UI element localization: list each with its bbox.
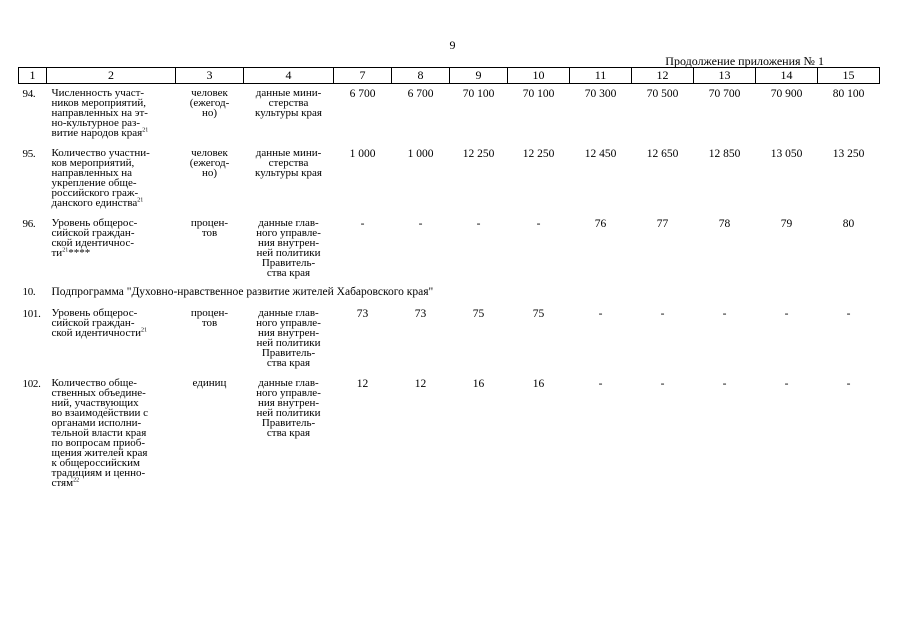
header-cell-1: 1 [19,68,47,84]
value-cell: 73 [356,308,369,320]
value-cell: 70 100 [462,88,495,100]
header-cell-2: 2 [47,68,176,84]
data-source: данные мини- стерства культуры края [255,87,322,119]
footnote-mark: 21 [62,247,69,254]
header-cell-8: 8 [392,68,450,84]
value-cell: 6 700 [407,88,434,100]
value-cell: 73 [414,308,427,320]
value-cell: 12 850 [708,148,741,160]
value-cell: 6 700 [349,88,376,100]
indicator-name [47,374,176,494]
footnote-mark: 21 [137,197,144,204]
value-cell: - [846,308,851,320]
table-row [19,374,880,494]
value-cell: - [722,308,727,320]
value-cell: 1 000 [407,148,434,160]
header-cell-7: 7 [334,68,392,84]
value-cell: 79 [780,218,793,230]
value-cell: - [660,378,665,390]
unit-of-measure: человек (ежегод- но) [189,147,230,179]
value-cell: - [598,308,603,320]
data-source: данные мини- стерства культуры края [255,147,322,179]
continuation-label: Продолжение приложения № 1 [665,54,824,68]
indicator-text: Численность участ- ников мероприятий, направленных на эт- но-культурное раз- витие народов края [51,87,148,139]
header-cell-9: 9 [450,68,508,84]
value-cell: 12 250 [462,148,495,160]
header-cell-14: 14 [756,68,818,84]
subprogram-title: Подпрограмма "Духовно-нравственное развитие жителей Хабаровского края" [51,286,434,298]
value-cell: 78 [718,218,731,230]
footnote-mark: 22 [73,477,80,484]
unit-of-measure: процен- тов [190,217,229,239]
indicator-text: Количество обще- ственных объедине- ний, участвующих во взаимодействии с органами исполни- тельной власти края по вопросам приоб- щения жителей края к общероссийским традициям и ценно- стям [51,377,148,489]
table-row [19,84,880,145]
footnote-suffix: **** [68,247,91,259]
value-cell: - [660,308,665,320]
indicators-table [18,67,880,494]
value-cell: 1 000 [349,148,376,160]
header-cell-11: 11 [570,68,632,84]
indicator-name [47,144,176,214]
unit-of-measure: процен- тов [190,307,229,329]
data-source: данные глав- ного управле- ния внутрен- ней политики Правитель- ства края [256,217,321,279]
table-body [19,68,880,495]
row-number: 101. [22,308,41,320]
value-cell: - [784,378,789,390]
value-cell: 70 900 [770,88,803,100]
header-row [19,68,880,84]
value-cell: 70 500 [646,88,679,100]
row-number: 95. [22,148,36,160]
value-cell: 13 050 [770,148,803,160]
value-cell: 76 [594,218,607,230]
header-cell-15: 15 [818,68,880,84]
header-cell-10: 10 [508,68,570,84]
data-source: данные глав- ного управле- ния внутрен- ней политики Правитель- ства края [256,307,321,369]
value-cell: 77 [656,218,669,230]
value-cell: 70 100 [522,88,555,100]
header-cell-4: 4 [244,68,334,84]
value-cell: 12 450 [584,148,617,160]
subprogram-number: 10. [22,286,36,298]
indicator-text: Уровень общерос- сийской граждан- ской идентичнос- ти [51,217,138,259]
header-cell-13: 13 [694,68,756,84]
header-cell-12: 12 [632,68,694,84]
header-cell-3: 3 [176,68,244,84]
value-cell: 12 650 [646,148,679,160]
value-cell: 80 100 [832,88,865,100]
value-cell: 16 [532,378,545,390]
unit-of-measure: единиц [192,377,227,389]
value-cell: - [360,218,365,230]
footnote-mark: 21 [141,327,148,334]
indicator-name [47,84,176,145]
value-cell: - [846,378,851,390]
value-cell: 12 [356,378,369,390]
row-number: 102. [22,378,41,390]
page-number: 9 [449,38,456,52]
value-cell: 70 700 [708,88,741,100]
indicator-text: Уровень общерос- сийской граждан- ской идентичности [51,307,142,339]
value-cell: 75 [532,308,545,320]
table-row [19,144,880,214]
subprogram-row [19,284,880,304]
indicator-text: Количество участни- ков мероприятий, направленных на укрепление обще- российского граж- данского единства [51,147,150,209]
indicator-name [47,304,176,374]
value-cell: - [784,308,789,320]
value-cell: - [722,378,727,390]
value-cell: 12 [414,378,427,390]
value-cell: 12 250 [522,148,555,160]
value-cell: 70 300 [584,88,617,100]
value-cell: 16 [472,378,485,390]
row-number: 94. [22,88,36,100]
value-cell: - [598,378,603,390]
value-cell: 75 [472,308,485,320]
row-number: 96. [22,218,36,230]
value-cell: - [536,218,541,230]
indicator-name [47,214,176,284]
value-cell: - [476,218,481,230]
value-cell: 13 250 [832,148,865,160]
value-cell: 80 [842,218,855,230]
table-row [19,214,880,284]
unit-of-measure: человек (ежегод- но) [189,87,230,119]
footnote-mark: 21 [142,127,149,134]
data-source: данные глав- ного управле- ния внутрен- ней политики Правитель- ства края [256,377,321,439]
table-row [19,304,880,374]
value-cell: - [418,218,423,230]
